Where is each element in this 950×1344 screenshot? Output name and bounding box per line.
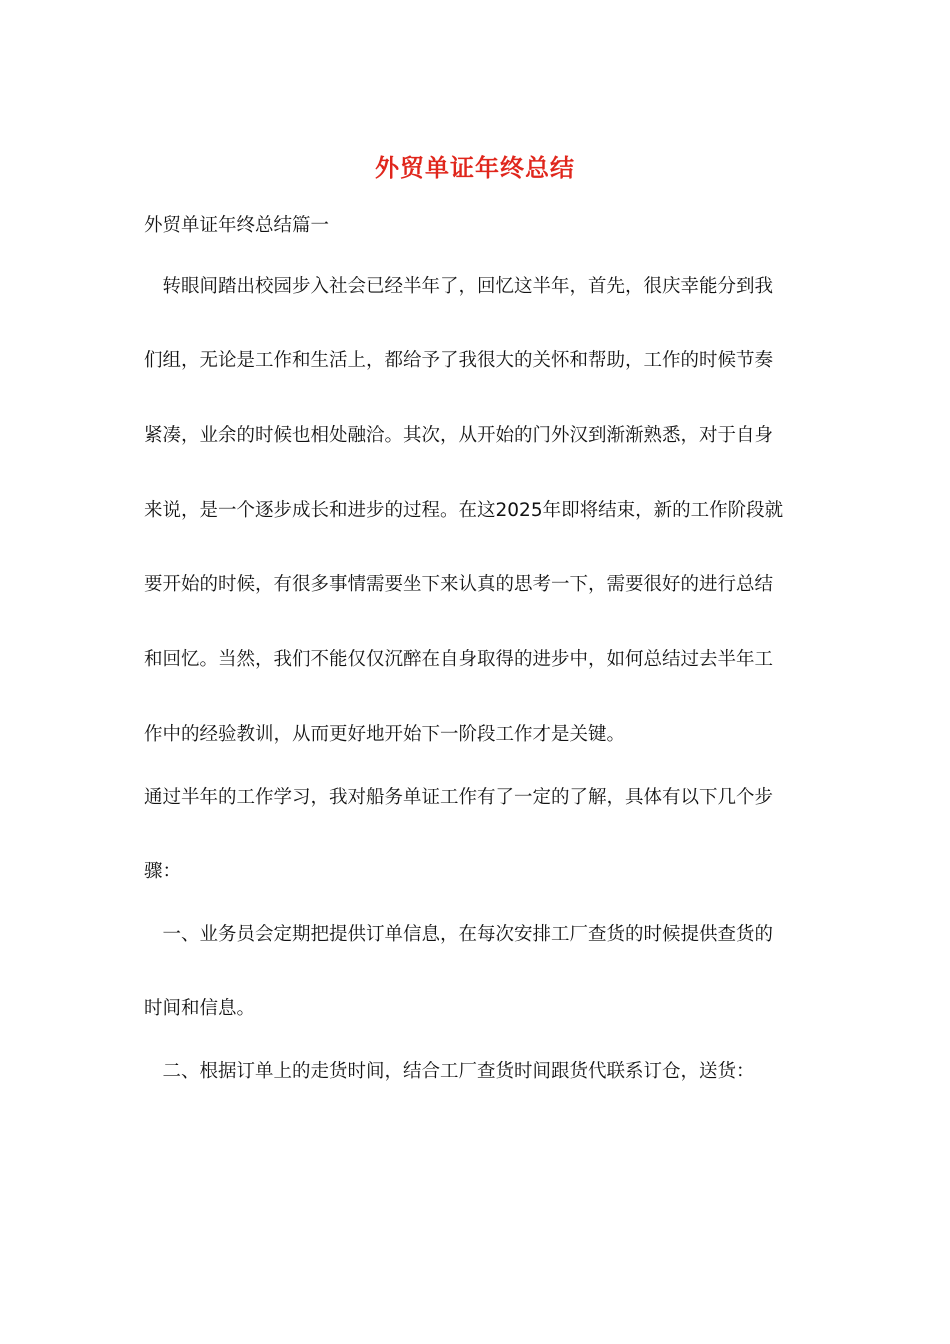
list-item-line: 二、根据订单上的走货时间，结合工厂查货时间跟货代联系订仓，送货： [144, 1061, 755, 1082]
paragraph-line: 们组，无论是工作和生活上，都给予了我很大的关怀和帮助，工作的时候节奏 [144, 350, 774, 371]
paragraph-line: 转眼间踏出校园步入社会已经半年了，回忆这半年，首先，很庆幸能分到我 [144, 276, 774, 297]
paragraph-line: 骤： [144, 861, 182, 882]
paragraph-line: 来说，是一个逐步成长和进步的过程。在这2025年即将结束，新的工作阶段就 [144, 500, 784, 521]
paragraph-line: 通过半年的工作学习，我对船务单证工作有了一定的了解，具体有以下几个步 [144, 787, 774, 808]
paragraph-line: 和回忆。当然，我们不能仅仅沉醉在自身取得的进步中，如何总结过去半年工 [144, 649, 774, 670]
paragraph-line: 紧凑，业余的时候也相处融洽。其次，从开始的门外汉到渐渐熟悉，对于自身 [144, 425, 774, 446]
list-item-line: 时间和信息。 [144, 998, 256, 1019]
paragraph-line: 要开始的时候，有很多事情需要坐下来认真的思考一下，需要很好的进行总结 [144, 574, 774, 595]
document-title: 外贸单证年终总结 [375, 153, 575, 182]
section-heading: 外贸单证年终总结篇一 [144, 215, 330, 236]
list-item-line: 一、业务员会定期把提供订单信息，在每次安排工厂查货的时候提供查货的 [144, 924, 774, 945]
paragraph-line: 作中的经验教训，从而更好地开始下一阶段工作才是关键。 [144, 724, 626, 745]
